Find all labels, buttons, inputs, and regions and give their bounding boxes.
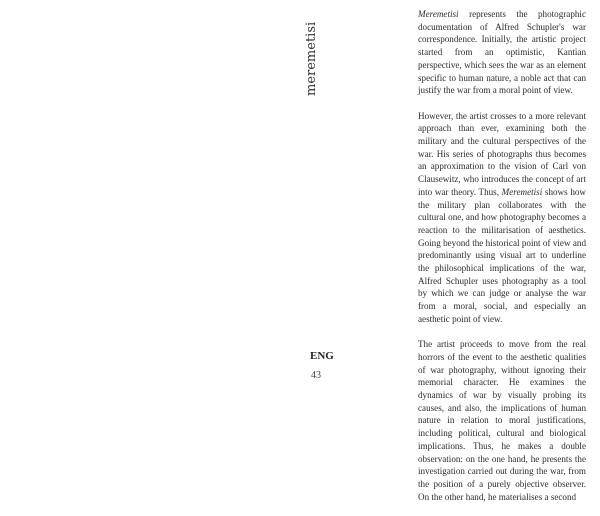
page-number: 43 xyxy=(311,370,321,381)
paragraph-2 xyxy=(418,110,586,326)
paragraph-3: The artist proceeds to move from the real horrors of the event to the aesthetic qualities of war photography, without ignoring their memorial character. He examines the dynamics of war by visually probing its causes, and also, the implications of human nature in relation to moral justifications, including political, cultural and biological implications. Thus, he makes a double observation: on the one hand, he presents the investigation carried out during the war, from the position of a purely objective observer. On the other hand, he materialises a second xyxy=(418,339,586,502)
left-page-blank xyxy=(0,0,300,404)
paragraph-2-text-a: However, the artist crosses to a more relevant approach than ever, examining both the military and the cultural perspectives of the war. His series of photographs thus becomes an approximation to the vision of Carl von Clausewitz, who introduces the concept of art into war theory. Thus, xyxy=(418,110,586,197)
body-text-column xyxy=(418,8,586,516)
vertical-title: meremetisi xyxy=(304,21,319,96)
work-title-italic: Meremetisi xyxy=(501,186,543,197)
work-title-italic: Meremetisi xyxy=(418,9,459,19)
paragraph-1 xyxy=(418,8,586,97)
language-label: ENG xyxy=(310,350,334,362)
paragraph-2-text-b: shows how the military plan collaborates with the cultural one, and how photography becomes a reaction to the militarisation of aesthetics. Going beyond the historical point of view and predominantly using visual art to underline the philosophical implications of the war, Alfred Schupler uses photography as a tool by which we can judge or analyse the war from a moral, social, and especially an aesthetic point of view. xyxy=(418,186,586,324)
vertical-title-container xyxy=(302,20,320,100)
paragraph-1-text: represents the photographic documentation of Alfred Schupler's war correspondence. Initially, the artistic project started from an optimistic, Kantian perspective, which sees the war as an element specific to human nature, a noble act that can justify the war from a moral point of view. xyxy=(418,9,586,96)
